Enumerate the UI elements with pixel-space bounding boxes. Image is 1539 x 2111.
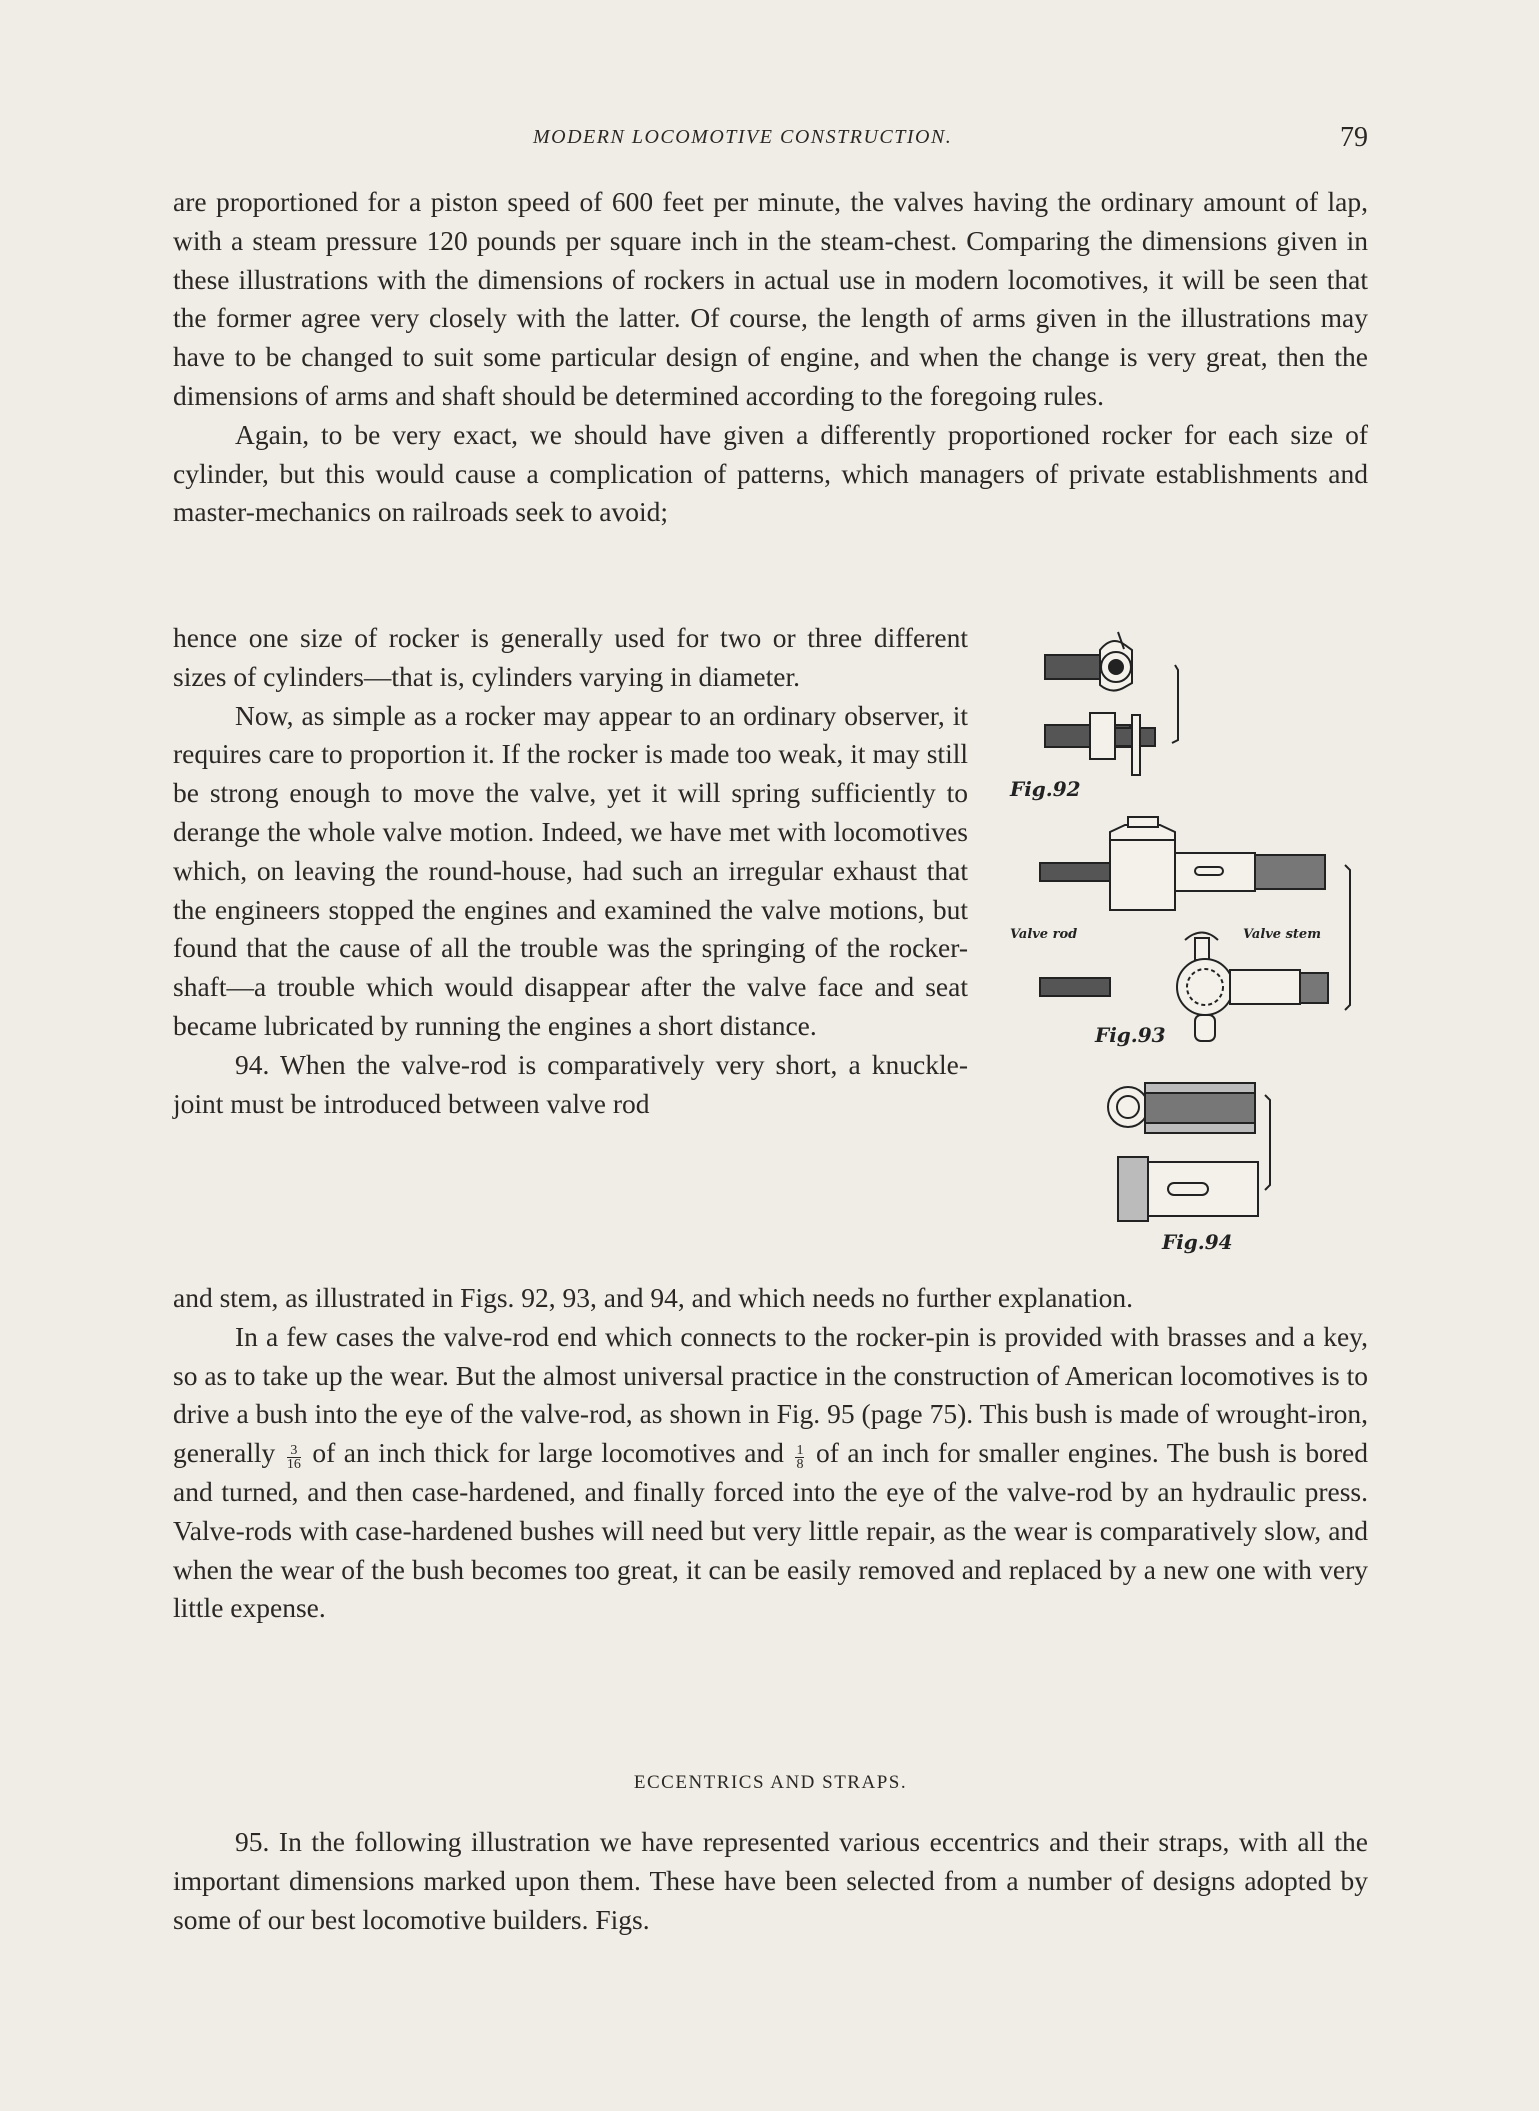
fig93-label: Fig.93 [1095,1023,1166,1047]
paragraph-5c: of an inch for smaller engines. The bush is bored and turned, and then case-hardened, and finally forced into the eye of the valve-rod by an hydraulic press. Valve-rods with case-hardened bushes will need but very little repair, as the wear is comparatively slow, and when the wear of the bush becomes too great, it can be easily removed and replaced by a new one with very little expense. [173,1437,1369,1624]
paragraph-5a: In a few cases the valve-rod end which connects to the rocker-pin is provided with brasses and a key, so as to take up the wear. But the almost universal practice in the construction of American locomotives is to drive a bush into the eye of the valve-rod, as shown in Fig. 95 (page 75). This bush is made of wrought-iron, generally [173,1320,1368,1469]
knuckle-joint-drawings [1000,625,1360,1265]
paragraph-5 [173,1318,1368,1628]
fig94-label: Fig.94 [1162,1230,1233,1254]
valve-stem-label: Valve stem [1243,927,1321,942]
page-number: 79 [1340,122,1368,153]
paragraph-6: 95. In the following illustration we have represented various eccentrics and their straps, with all the important dimensions marked upon them. These have been selected from a number of designs adopted by some of our best locomotive builders. Figs. [173,1826,1368,1935]
paragraph-2b: hence one size of rocker is generally used for two or three different sizes of cylinders—that is, cylinders varying in diameter. [173,622,968,692]
paragraph-4a: 94. When the valve-rod is comparatively very short, a knuckle-joint must be introduced between valve rod [173,1048,968,1119]
text-block-middle [173,1279,1368,1628]
paragraph-4b: and stem, as illustrated in Figs. 92, 93, and 94, and which needs no further explanation. [173,1282,1134,1313]
paragraph-1: are proportioned for a piston speed of 600 feet per minute, the valves having the ordinary amount of lap, with a steam pressure 120 pounds per square inch in the steam-chest. Comparing the dimensions given in these illustrations with the dimensions of rockers in actual use in modern locomotives, it will be seen that the former agree very closely with the latter. Of course, the length of arms given in the illustrations may have to be changed to suit some particular design of engine, and when the change is very great, then the dimensions of arms and shaft should be determined according to the foregoing rules. [173,186,1368,411]
paragraph-5b: of an inch thick for large locomotives and [312,1437,784,1469]
paragraph-2a: Again, to be very exact, we should have given a differently proportioned rocker for each size of cylinder, but this would cause a complication of patterns, which managers of private establishments and master-mechanics on railroads seek to avoid; [173,418,1368,528]
knuckle-joint-figures [1000,625,1360,1265]
fig92-drawing [1045,632,1178,775]
valve-rod-label: Valve rod [1010,927,1078,942]
paragraph-3: Now, as simple as a rocker may appear to an ordinary observer, it requires care to proportion it. If the rocker is made too weak, it may still be strong enough to move the valve, yet it will spring sufficiently to derange the whole valve motion. Indeed, we have met with locomotives which, on leaving the round-house, had such an irregular exhaust that the engineers stopped the engines and examined the valve motions, but found that the cause of all the trouble was the springing of the rocker-shaft—a trouble which would disappear after the valve face and seat became lubricated by running the engines a short distance. [173,699,968,1041]
fraction-three-sixteenths: $\frac{3}{16}$ [286,1443,301,1473]
running-head: MODERN LOCOMOTIVE CONSTRUCTION. [533,126,953,148]
fig94-drawing [1108,1083,1270,1221]
fraction-one-eighth: $\frac{1}{8}$ [796,1443,804,1473]
page-header [173,122,1368,158]
fig92-label: Fig.92 [1010,777,1081,801]
text-block-bottom [173,1823,1368,1939]
section-heading: ECCENTRICS AND STRAPS. [633,1772,908,1793]
text-block-top [173,183,1368,532]
text-block-narrow [173,619,968,1123]
